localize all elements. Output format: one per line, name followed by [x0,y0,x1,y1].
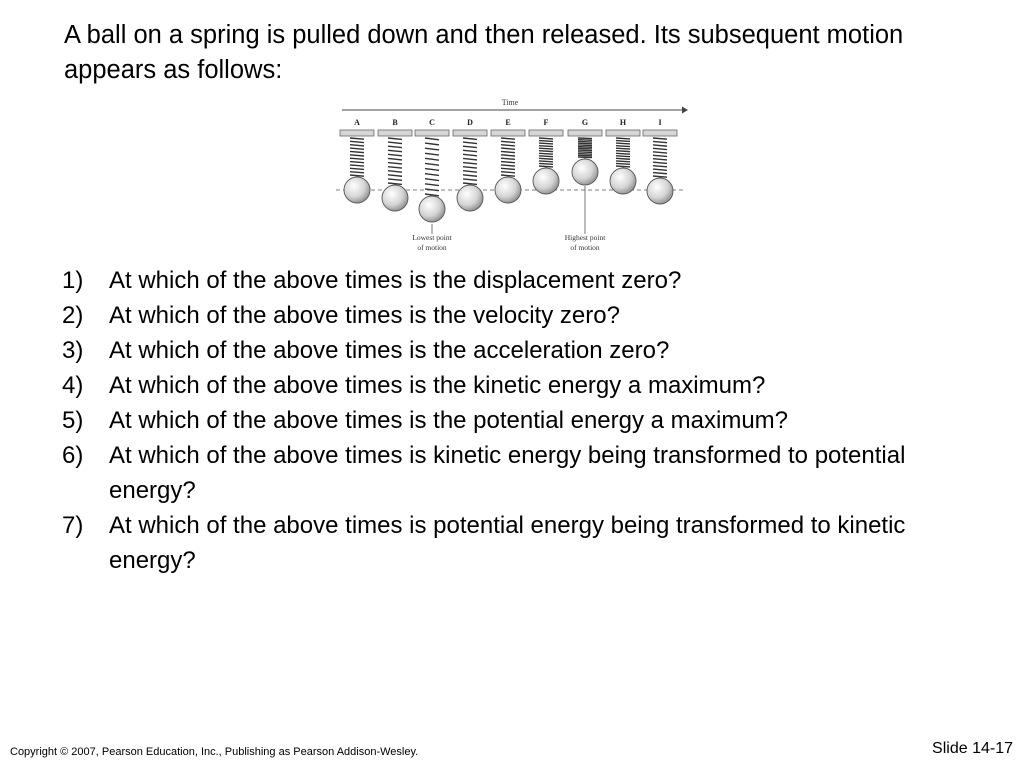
ball [495,177,521,203]
spring-coil [501,141,515,142]
spring-coil [653,148,667,149]
spring-coil [501,172,515,173]
time-axis [342,98,688,114]
question-item [62,368,982,403]
spring-coil [653,159,667,160]
spring-coil [539,161,553,162]
spring-coil [388,179,402,180]
spring-coil [463,146,477,147]
spring-coil [501,165,515,166]
spring-coil [388,138,402,139]
frame-label: I [658,118,662,127]
question-number: 1) [62,267,84,294]
spring-coil [616,143,630,144]
frame-label: B [392,118,398,127]
question-text: At which of the above times is the kinetic energy a maximum? [109,372,766,399]
spring-frame [378,118,412,211]
spring-coil [539,138,553,139]
spring-coil [501,151,515,152]
spring-coil [616,161,630,162]
question-list [62,263,982,578]
spring-coil [388,142,402,143]
spring-coil [425,169,439,171]
spring-coil [350,141,364,142]
spring-coil [463,167,477,168]
spring-coil [616,146,630,147]
spring-coil [578,155,592,156]
spring-coil [463,142,477,143]
spring-motion-figure [330,94,690,259]
spring-coil [388,163,402,164]
spring-coil [616,163,630,164]
spring-coil [350,151,364,152]
frame-label: E [505,118,511,127]
question-text: At which of the above times is the velocity zero? [109,302,620,329]
spring-coil [425,148,439,150]
spring-coil [653,173,667,174]
spring-coil [539,148,553,149]
spring-coil [388,146,402,147]
spring-coil [388,150,402,151]
spring-coil [350,162,364,163]
spring-coil [501,168,515,169]
spring-coil [425,179,439,181]
frame-label: H [619,118,627,127]
spring-coil [350,155,364,156]
spring-coil [463,138,477,139]
spring-coil [501,148,515,149]
spring-coil [653,138,667,139]
frame-label: G [581,118,589,127]
question-item [62,403,982,438]
spring-support [643,130,677,136]
spring-frame [568,118,602,185]
question-item [62,298,982,333]
intro-text: A ball on a spring is pulled down and then released. Its subsequent motion appears as follows: [64,21,904,84]
spring-coil [350,168,364,169]
spring-coil [425,153,439,155]
spring-coil [653,141,667,142]
spring-frame [491,118,525,203]
spring-coil [539,163,553,164]
copyright-notice: Copyright © 2007, Pearson Education, Inc., Publishing as Pearson Addison-Wesley. [10,746,419,758]
spring-coil [653,145,667,146]
frame-label: F [543,118,549,127]
spring-coil [501,145,515,146]
spring-coil [578,140,592,141]
spring-support [415,130,449,136]
ball [610,168,636,194]
spring-coil [539,146,553,147]
spring-coil [350,145,364,146]
question-number: 3) [62,337,84,364]
frame-label: A [354,118,360,127]
question-number: 6) [62,442,84,469]
question-number: 7) [62,512,84,539]
question-item [62,263,982,298]
spring-frame [453,118,487,211]
spring-coil [653,155,667,156]
spring-coil [350,138,364,139]
ball [457,185,483,211]
spring-coil [539,156,553,157]
spring-coil [463,158,477,159]
spring-support [378,130,412,136]
spring-coil [501,158,515,159]
ball [533,168,559,194]
question-text: At which of the above times is the displacement zero? [109,267,682,294]
time-label: Time [501,98,519,107]
spring-support [529,130,563,136]
spring-coil [388,158,402,159]
spring-coil [653,169,667,170]
frame-label: D [467,118,473,127]
spring-coil [616,148,630,149]
spring-coil [539,153,553,154]
slide-number: Slide 14-17 [932,740,1013,757]
spring-coil [425,158,439,160]
spring-coil [653,166,667,167]
spring-coil [578,150,592,151]
question-item [62,333,982,368]
frame-label: C [429,118,435,127]
question-number: 2) [62,302,84,329]
ball [382,185,408,211]
spring-coil [539,158,553,159]
spring-coil [388,175,402,176]
question-text: At which of the above times is the potential energy a maximum? [109,407,789,434]
spring-coil [653,152,667,153]
lowest-point-label-line1: Lowest point [412,233,452,242]
spring-coil [539,151,553,152]
spring-frame [606,118,640,194]
spring-coil [463,179,477,180]
spring-coil [616,156,630,157]
spring-coil [539,141,553,142]
spring-coil [463,154,477,155]
spring-coil [616,138,630,139]
spring-coil [425,138,439,140]
spring-coil [350,148,364,149]
question-text: At which of the above times is the acceleration zero? [109,337,670,364]
spring-frames [340,118,677,222]
spring-coil [425,184,439,186]
question-text: At which of the above times is potential energy being transformed to kinetic energy? [109,512,906,574]
spring-coil [578,138,592,139]
question-item [62,508,982,578]
ball [572,159,598,185]
spring-support [491,130,525,136]
spring-frame [415,118,449,222]
lowest-point-label-line2: of motion [417,243,447,252]
spring-coil [463,171,477,172]
spring-coil [425,189,439,191]
question-number: 5) [62,407,84,434]
question-item [62,438,982,508]
spring-coil [578,145,592,146]
spring-coil [501,162,515,163]
spring-coil [501,155,515,156]
spring-coil [463,163,477,164]
spring-coil [578,147,592,148]
spring-coil [350,165,364,166]
spring-frame [340,118,374,203]
spring-coil [578,141,592,142]
spring-coil [616,151,630,152]
spring-support [340,130,374,136]
spring-coil [578,152,592,153]
spring-support [606,130,640,136]
spring-coil [463,150,477,151]
spring-coil [616,141,630,142]
spring-coil [350,158,364,159]
spring-coil [425,174,439,176]
spring-coil [616,158,630,159]
question-text: At which of the above times is kinetic energy being transformed to potential energy? [109,442,906,504]
ball [344,177,370,203]
spring-frame [529,118,563,194]
spring-coil [425,143,439,145]
highest-point-label-line2: of motion [570,243,600,252]
spring-coil [616,153,630,154]
question-number: 4) [62,372,84,399]
spring-coil [388,154,402,155]
spring-coil [501,138,515,139]
spring-coil [578,154,592,155]
ball [419,196,445,222]
spring-coil [653,162,667,163]
spring-coil [463,175,477,176]
time-arrow-icon [682,107,688,114]
spring-coil [425,163,439,165]
highest-point-label-line1: Highest point [564,233,606,242]
spring-coil [539,143,553,144]
spring-coil [350,172,364,173]
spring-coil [578,143,592,144]
spring-frame [643,118,677,204]
spring-support [453,130,487,136]
spring-support [568,130,602,136]
spring-coil [388,171,402,172]
spring-coil [578,148,592,149]
ball [647,178,673,204]
spring-coil [388,167,402,168]
